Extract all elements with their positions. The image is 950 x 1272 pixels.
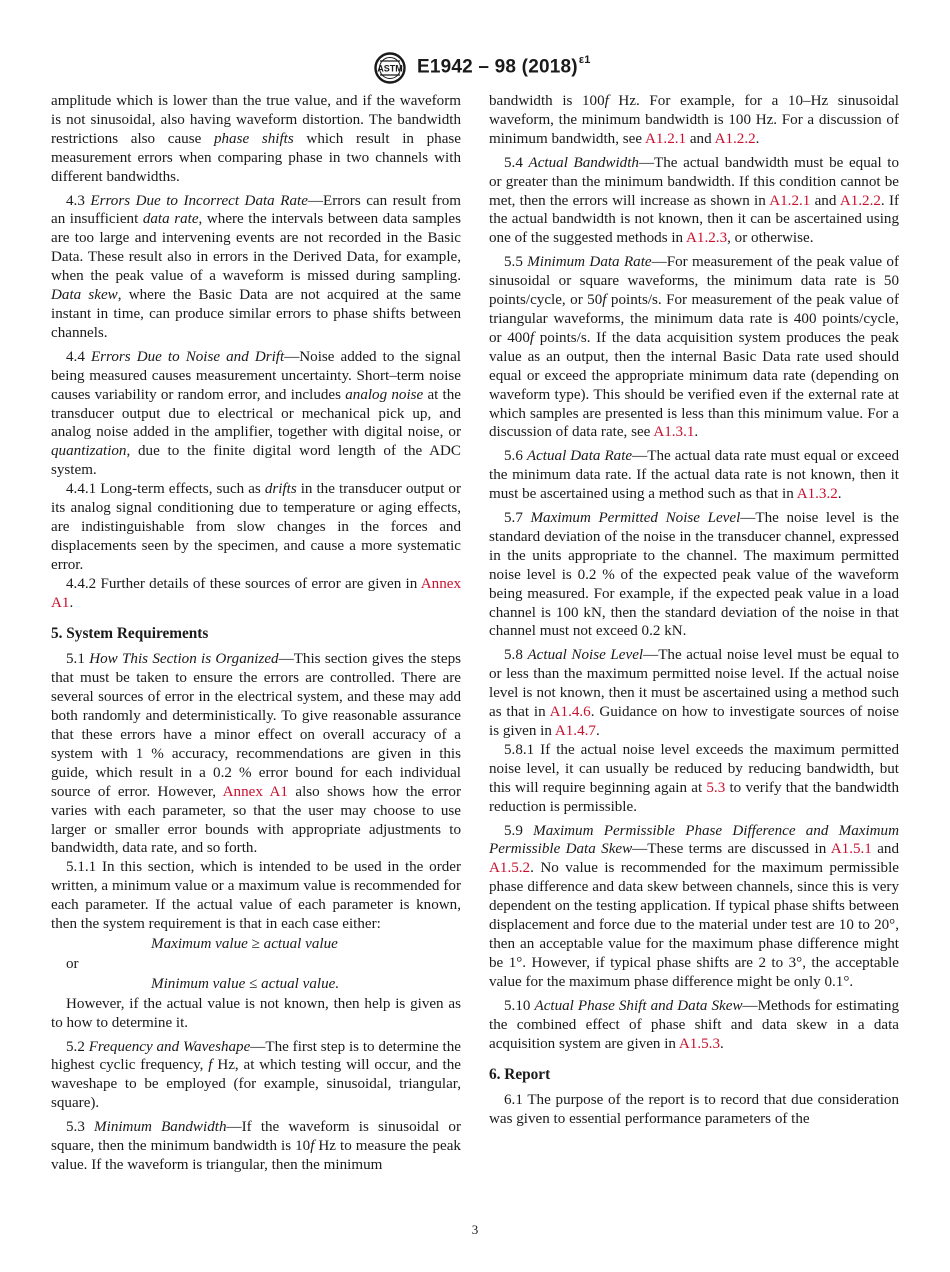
paragraph-5-9: 5.9 Maximum Permissible Phase Difference and Maximum Permissible Data Skew—These terms are discussed in A1.5.1 and A1.5.2. No value is recommended for the maximum permissible phase difference and data skew between channels, since this is very dependent on the testing application. If typical phase shifts between displacement and force due to the material under test are 10 to 20°, then an acceptable value for the maximum phase difference might be 1°. However, if typical phase shifts are 2 to 3°, the acceptable value for the maximum phase difference might be only 0.1°.	[489, 822, 900, 990]
paragraph-4-2-continued: amplitude which is lower than the true value, and if the waveform is not sinusoidal, also having waveform distortion. The bandwidth restrictions also cause phase shifts which result in phase measurement errors when comparing phase in two channels with different bandwidths.	[51, 93, 461, 185]
ref-link[interactable]: A1.2.1	[769, 192, 811, 209]
ref-link[interactable]: A1.2.3	[686, 230, 728, 247]
paragraph-5-8-1: 5.8.1 If the actual noise level exceeds the maximum permitted noise level, it can usually be reduced by reducing bandwidth, but this will require beginning again at 5.3 to verify that the bandwidth reduction is permissible.	[489, 741, 899, 815]
paragraph-5-3: 5.3 Minimum Bandwidth—If the waveform is sinusoidal or square, then the minimum bandwidth is 10f Hz to measure the peak value. If the waveform is triangular, then the minimum	[51, 1119, 462, 1173]
annex-a1-link[interactable]: Annex A1	[222, 783, 288, 800]
paragraph-5-3-continued: bandwidth is 100f Hz. For example, for a 10–Hz sinusoidal waveform, the minimum bandwidth is 100 Hz. For a discussion of minimum bandwidth, see A1.2.1 and A1.2.2.	[489, 93, 899, 147]
paragraph-5-1-1: 5.1.1 In this section, which is intended to be used in the order written, a minimum value or a maximum value is recommended for each parameter. If the actual value of each parameter is known, then the system requirement is that in each case either:	[51, 859, 461, 933]
ref-link[interactable]: 5.3	[706, 779, 726, 796]
ref-link[interactable]: A1.3.2	[796, 486, 838, 503]
ref-link[interactable]: A1.2.2	[839, 192, 881, 209]
paragraph-4-3: 4.3 Errors Due to Incorrect Data Rate—Errors can result from an insufficient data rate, where the intervals between data samples are too large and intervening events are not recorded in the Basic Data. These result also in errors in the Derived Data, for example, when the peak value of a waveform is missed during sampling. Data skew, where the Basic Data are not acquired at the same instant in time, can produce similar errors to phase shifts between channels.	[51, 192, 462, 341]
equation-min: Minimum value ≤ actual value.	[151, 975, 340, 992]
paragraph-4-4: 4.4 Errors Due to Noise and Drift—Noise added to the signal being measured causes measurement uncertainty. Short–term noise causes variability or random error, and includes analog noise at the transducer output due to electrical or mechanical pick up, and analog noise added in the amplifier, together with digital noise, or quantization, due to the finite digital word length of the ADC system.	[51, 348, 462, 479]
paragraph-5-5: 5.5 Minimum Data Rate—For measurement of the peak value of sinusoidal or square waveforms, the minimum data rate is 50 points/cycle, or 50f points/s. For measurement of the peak value of triangular waveforms, the minimum data rate is 400 points/cycle, or 400f points/s. If the data acquisition system produces the peak value as an output, then the internal Basic Data rate used should equal or exceed the appropriate minimum data rate (depending on waveform type). This should be verified even if the external rate at which samples are presented is less than this minimum value. For a discussion of data rate, see A1.3.1.	[489, 254, 900, 441]
section-5-heading: 5. System Requirements	[51, 625, 209, 643]
paragraph-4-4-1: 4.4.1 Long-term effects, such as drifts in the transducer output or its analog signal conditioning due to temperature or aging effects, are indistinguishable from slow changes in the forces and displacements seen by the specimen, and cause a more systematic error.	[51, 481, 461, 573]
ref-link[interactable]: A1.2.2	[714, 130, 756, 147]
section-6-heading: 6. Report	[489, 1066, 551, 1084]
paragraph-5-8: 5.8 Actual Noise Level—The actual noise level must be equal to or less than the maximum permitted noise level. If the actual noise level is not known, then it must be ascertained using a method such as that in A1.4.6. Guidance on how to investigate sources of noise is given in A1.4.7.	[489, 647, 899, 739]
ref-link[interactable]: A1.5.2	[489, 860, 531, 877]
paragraph-5-2: 5.2 Frequency and Waveshape—The first step is to determine the highest cyclic frequency, f Hz, at which testing will occur, and the waveshape to be employed (for example, sinusoidal, triangular, square).	[51, 1038, 461, 1112]
ref-link[interactable]: A1.2.1	[644, 130, 687, 147]
annex-a1-link[interactable]: Annex A1	[51, 575, 461, 611]
right-column	[489, 92, 899, 1129]
paragraph-5-6: 5.6 Actual Data Rate—The actual data rate must equal or exceed the minimum data rate. If the actual data rate is not known, then it must be ascertained using a method such as that in A1.3.2.	[489, 448, 900, 503]
svg-text:ASTM: ASTM	[377, 63, 403, 74]
page-header	[0, 52, 950, 86]
or-text: or	[66, 955, 79, 972]
paragraph-6-1: 6.1 The purpose of the report is to record that due consideration was given to essential performance parameters of the	[489, 1092, 899, 1128]
ref-link[interactable]: A1.5.1	[830, 841, 872, 858]
document-designation: E1942 – 98 $(2018)^{\varepsilon 1}$	[417, 54, 591, 78]
paragraph-5-10: 5.10 Actual Phase Shift and Data Skew—Methods for estimating the combined effect of phase shift and data skew in a data acquisition system are given in A1.5.3.	[489, 997, 900, 1052]
ref-link[interactable]: A1.4.7	[554, 723, 596, 739]
paragraph-5-7: 5.7 Maximum Permitted Noise Level—The noise level is the standard deviation of the noise in the transducer channel, expressed in the units appropriate to the channel. The maximum permitted noise level is 0.2 % of the expected peak value of the waveform being measured. For example, if the expected peak value in a load channel is 100 kN, then the standard deviation of the noise in that channel must not exceed 0.2 kN.	[489, 510, 899, 640]
equation-max: Maximum value ≥ actual value	[151, 935, 338, 952]
paragraph-5-1: 5.1 How This Section is Organized—This section gives the steps that must be taken to ensure the errors are controlled. There are several sources of error in the electrical system, and these may add both randomly and deterministically. To give reasonable assurance that these errors have a minor effect on overall accuracy of a system with 1 % accuracy, recommendations are given in this guide, which result in a 0.2 % error bound for each individual source of error. However, Annex A1 also shows how the error varies with each parameter, so that the user may choose to use larger or smaller error bounds with appropriate adjustments to bandwidth, data rate, and so forth.	[51, 651, 462, 857]
ref-link[interactable]: A1.3.1	[653, 424, 695, 441]
astm-logo-icon	[371, 52, 409, 84]
left-column	[51, 92, 461, 1175]
paragraph-4-4-2: 4.4.2 Further details of these sources of error are given in Annex A1.	[51, 575, 461, 611]
paragraph-5-4: 5.4 Actual Bandwidth—The actual bandwidth must be equal to or greater than the minimum bandwidth. If this condition cannot be met, then the errors will increase as shown in A1.2.1 and A1.2.2. If the actual bandwidth is not known, then it can be ascertained using one of the suggested methods in A1.2.3, or otherwise.	[489, 154, 900, 247]
paragraph-however: However, if the actual value is not known, then help is given as to how to determine it.	[51, 995, 461, 1031]
ref-link[interactable]: A1.4.6	[549, 704, 591, 721]
ref-link[interactable]: A1.5.3	[678, 1035, 720, 1052]
page-number: 3	[471, 1222, 479, 1237]
